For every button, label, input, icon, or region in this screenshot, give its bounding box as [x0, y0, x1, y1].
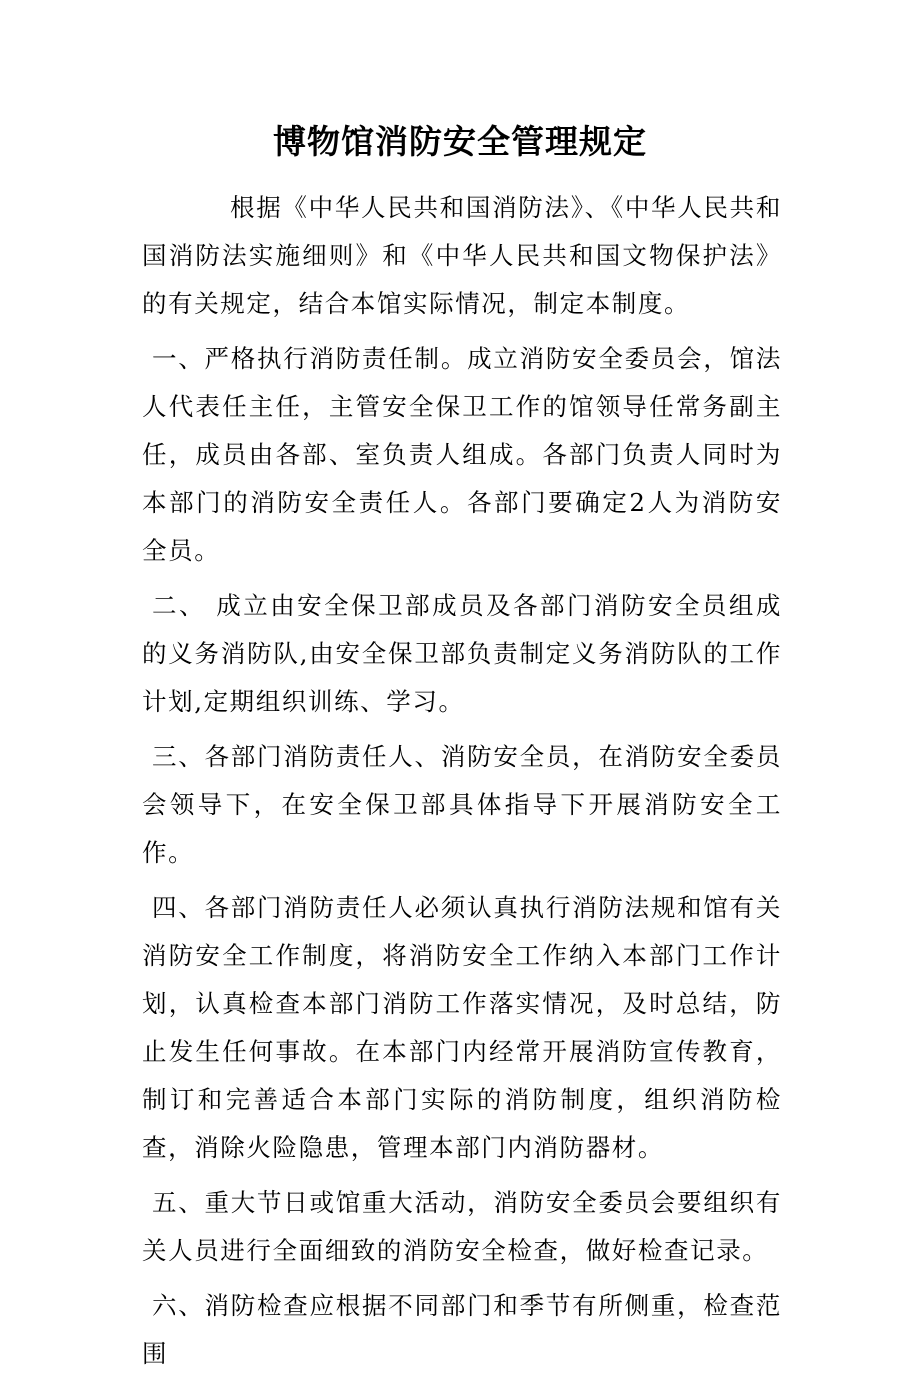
article-5-paragraph: 五、重大节日或馆重大活动，消防安全委员会要组织有关人员进行全面细致的消防安全检查，做好检查记录。: [142, 1188, 782, 1265]
article-6-paragraph: 六、消防检查应根据不同部门和季节有所侧重，检查范围: [142, 1291, 782, 1368]
article-2-paragraph: 二、 成立由安全保卫部成员及各部门消防安全员组成的义务消防队,由安全保卫部负责制定义务消防队的工作计划,定期组织训练、学习。: [142, 591, 782, 716]
document-body: [142, 184, 782, 1385]
article-3-paragraph: 三、各部门消防责任人、消防安全员，在消防安全委员会领导下，在安全保卫部具体指导下开展消防安全工作。: [142, 742, 782, 867]
intro-paragraph: 根据《中华人民共和国消防法》、《中华人民共和国消防法实施细则》和《中华人民共和国文物保护法》的有关规定，结合本馆实际情况，制定本制度。: [142, 193, 782, 318]
article-1-paragraph: 一、严格执行消防责任制。成立消防安全委员会，馆法人代表任主任，主管安全保卫工作的馆领导任常务副主任，成员由各部、室负责人组成。各部门负责人同时为本部门的消防安全责任人。各部门要确定2人为消防安全员。: [142, 344, 782, 565]
document-title: 博物馆消防安全管理规定: [273, 122, 647, 161]
article-4-paragraph: 四、各部门消防责任人必须认真执行消防法规和馆有关消防安全工作制度，将消防安全工作纳入本部门工作计划，认真检查本部门消防工作落实情况，及时总结，防止发生任何事故。在本部门内经常开展消防宣传教育，制订和完善适合本部门实际的消防制度，组织消防检查，消除火险隐患，管理本部门内消防器材。: [142, 893, 782, 1162]
